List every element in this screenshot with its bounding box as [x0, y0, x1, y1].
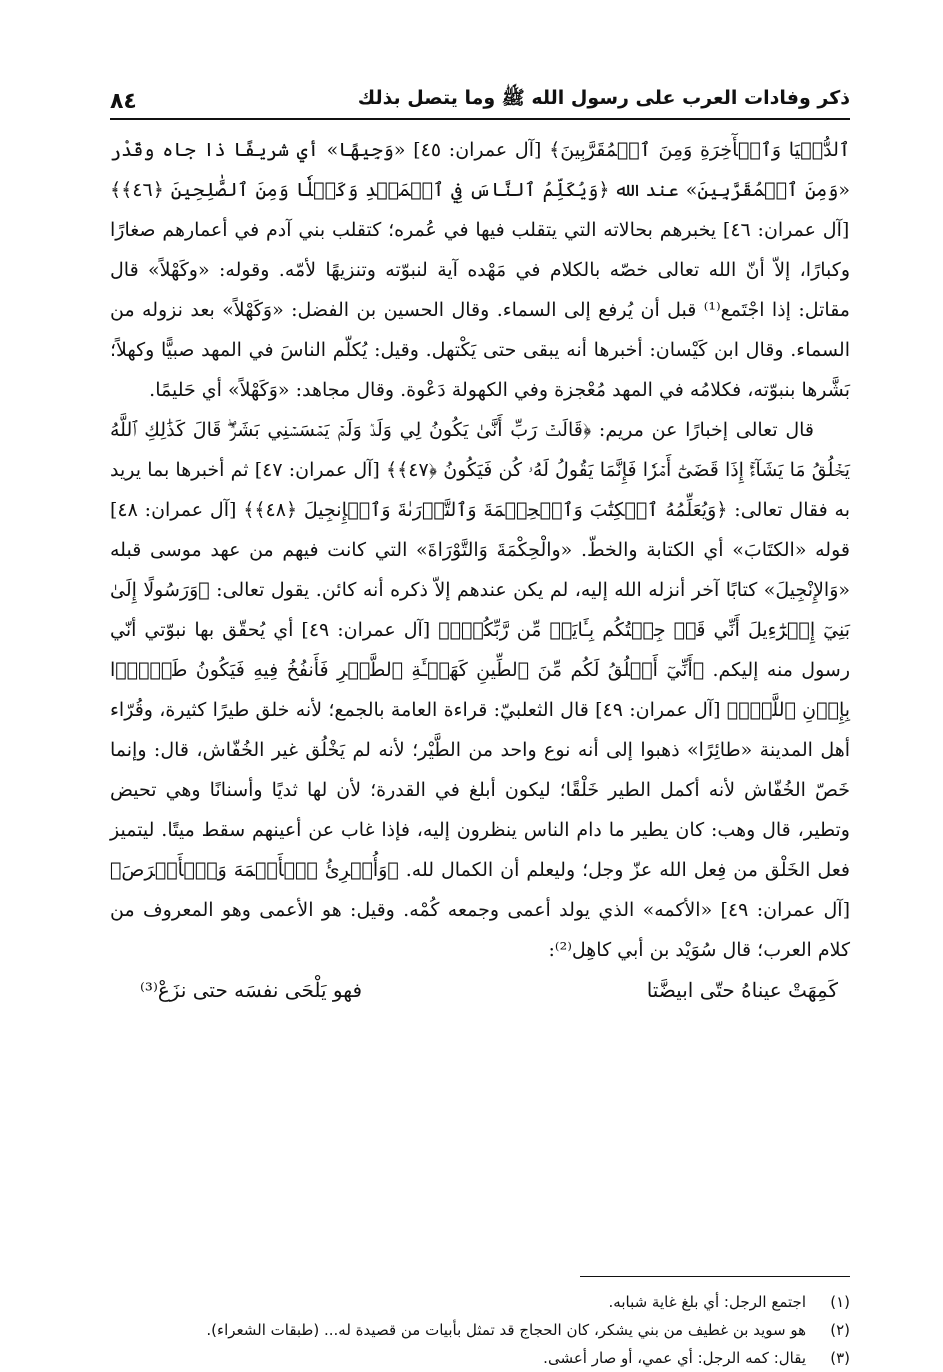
running-title: ذكر وفادات العرب على رسول الله ﷺ وما يتصل بذلك — [357, 87, 850, 109]
text-line: ٱلطِّينِ كَهَيۡـَٔةِ ٱلطَّيۡرِ فَأَنفُخُ فِيهِ فَيَكُونُ طَيۡرَۢا بِإِذۡنِ ٱللَّهِۖ﴾ [آل عمران: ٤٩] قال الثعلبيّ: — [110, 659, 851, 721]
page-number: ٨٤ — [110, 89, 137, 114]
text-line: كَذَٰلِكِ ٱللَّهُ يَخۡلُقُ مَا يَشَآءُۚ إِذَا قَضَىٰٓ أَمۡرٗا فَإِنَّمَا يَقُولُ لَهُۥ كُن فَيَكُونُ ﴿٤٧﴾﴾ [آل عمران: ٤٧] ثم — [110, 419, 850, 481]
body-text — [110, 130, 850, 970]
text-line: «وَكَهْلاً» بعد نزوله من السماء. وقال ابن كَيْسان: أخبرها أنه يبقى حتى يَكْتهل. وقيل: — [110, 299, 850, 361]
page-header — [110, 78, 850, 120]
footnote-number: (١) — [830, 1293, 850, 1311]
text-line: الكهولة دَعْوة. وقال مجاهد: «وَكَهْلاً» أي حَليمًا. — [149, 379, 508, 401]
footnote-number: (٢) — [830, 1321, 850, 1339]
text-line: نوع واحد من الطَّيْر؛ لأنه لم يَخْلُق غير الخُفّاش، قال: وإنما خَصّ الخُفّاش لأنه — [110, 739, 850, 801]
text-line: [آل عمران: ٤٨] قوله «الكتَابَ» أي الكتابة والخطّ. «والْحِكْمَةَ وَالتَّوْرَاةَ» التي كانت — [110, 499, 850, 561]
text-line: يُكلّم الناسَ في المهد صبيًّا وكهلاً؛ بَشَّرها بنبوّته، فكلامُه في المهد مُعْجزة وفي — [110, 339, 850, 401]
text-line: وكبارًا، إلاّ أنّ الله تعالى خصّه بالكلام في مَهْده آية لنبوّته وتنزيهًا لأمّه. وقوله: — [209, 259, 850, 281]
paragraph-2 — [110, 410, 850, 970]
text-line: قال وهب: كان يطير ما دام الناس ينظرون إليه، فإذا غاب عن أعينهم سقط ميتًا. — [154, 819, 791, 841]
footnote-2 — [110, 1316, 850, 1344]
text-line: الأعمى وهو المعروف من كلام العرب؛ قال سُوَيْد بن أبي كاهِل⁽²⁾: — [110, 899, 850, 961]
text-line: ٱلدُّنۡيَا وَٱلۡأٓخِرَةِ وَمِنَ ٱلۡمُقَرَّبِينَ﴾ [آل عمران: ٤٥] «وَجِيهًا» أي شريفًا ذا جاه وقَدْر «وَمِنَ — [110, 139, 851, 201]
verse-second-hemistich: فهو يَلْحَى نفسَه حتى نزَعْ⁽³⁾ — [140, 978, 363, 1002]
footnote-text: اجتمع الرجل: أي بلغ غاية شبابه. — [608, 1293, 806, 1311]
text-line: قراءة العامة بالجمع؛ لأنه خلق طيرًا كثيرة، وقُرّاء أهل المدينة «طائِرًا» ذهبوا إلى أنه — [110, 699, 851, 761]
text-line: وَٱلۡأَبۡرَصَ﴾ [آل عمران: ٤٩] «الأكمه» الذي يولد أعمى وجمعه كُمْه. وقيل: هو — [110, 859, 850, 921]
paragraph-1 — [110, 130, 850, 410]
text-line: أخبرها بما يريد به فقال تعالى: ﴿وَيُعَلِّمُهُ ٱلۡكِتَٰبَ وَٱلۡحِكۡمَةَ وَٱلتَّوۡرَىٰةَ وَٱلۡإِنجِيلَ ﴿٤٨﴾﴾ — [110, 459, 850, 521]
text-line: قال تعالى إخبارًا عن مريم: ﴿قَالَتۡ رَبِّ أَنَّىٰ يَكُونُ لِي وَلَدٞ وَلَمۡ يَمۡسَسۡنِي بَشَرٞۖ قَالَ — [185, 419, 814, 441]
footnote-1 — [110, 1288, 850, 1316]
book-page — [110, 78, 851, 1367]
footnote-3 — [110, 1344, 850, 1372]
footnote-divider — [580, 1276, 850, 1277]
text-line: [آل عمران: ٤٩] أي يُحقّق بها نبوّتي أنّي رسول منه إليكم. ﴿أَنِّيٓ أَخۡلُقُ لَكُم مِّنَ — [110, 619, 850, 681]
text-line: ليتميز فعل الخَلْق من فِعل الله عزّ وجل؛ وليعلم أن الكمال لله. ﴿وَأُبۡرِئُ ٱلۡأَكۡمَهَ — [110, 819, 850, 881]
footnotes — [110, 1288, 850, 1372]
text-line: ٤٦] يخبرهم بحالاته التي يتقلب فيها في عُمره؛ كتقلب بني آدم في أعمارهم صغارًا — [110, 219, 751, 241]
poetry-verse — [110, 978, 850, 1002]
text-line: أكمل الطير خَلْقًا؛ ليكون أبلغ في القدرة؛ لأن لها ثديًا وأسنانًا وهي تحيض وتطير، — [110, 779, 850, 841]
footnote-text: هو سويد بن غطيف من بني يشكر، كان الحجاج قد تمثل بأبيات من قصيدة له... (طبقات الشعراء). — [206, 1321, 806, 1339]
verse-first-hemistich: كَمِهَتْ عيناهُ حتّى ابيضَّتا — [646, 978, 838, 1002]
footnote-number: (٣) — [830, 1349, 850, 1367]
text-line: «وكَهْلاً» قال مقاتل: إذا اجْتَمع⁽¹⁾ قبل أن يُرفع إلى السماء. وقال الحسين بن الفضل: — [110, 259, 850, 321]
text-line: أنه كائن. يقول تعالى: ﴿وَرَسُولًا إِلَىٰ بَنِيٓ إِسۡرَٰٓءِيلَ أَنِّي قَدۡ جِئۡتُكُم بِـَٔايَةٖ مِّن رَّبِّكُمۡۖ﴾ — [110, 579, 850, 641]
text-line: ٱلۡمُقَرَّبِينَ» عند الله ﴿وَيُكَلِّمُ ٱلنَّاسَ فِي ٱلۡمَهۡدِ وَكَهۡلٗا وَمِنَ ٱلصَّٰلِحِينَ ﴿٤٦﴾﴾ [آل عمران: — [110, 179, 850, 241]
text-line: فيهم من عهد موسى قبله «وَالإِنْجِيلَ» كتابًا آخر أنزله الله إليه، لم يكن عندهم إلاّ ذكره — [110, 539, 850, 601]
footnote-text: يقال: كمه الرجل: أي عمي، أو صار أعشى. — [543, 1349, 806, 1367]
